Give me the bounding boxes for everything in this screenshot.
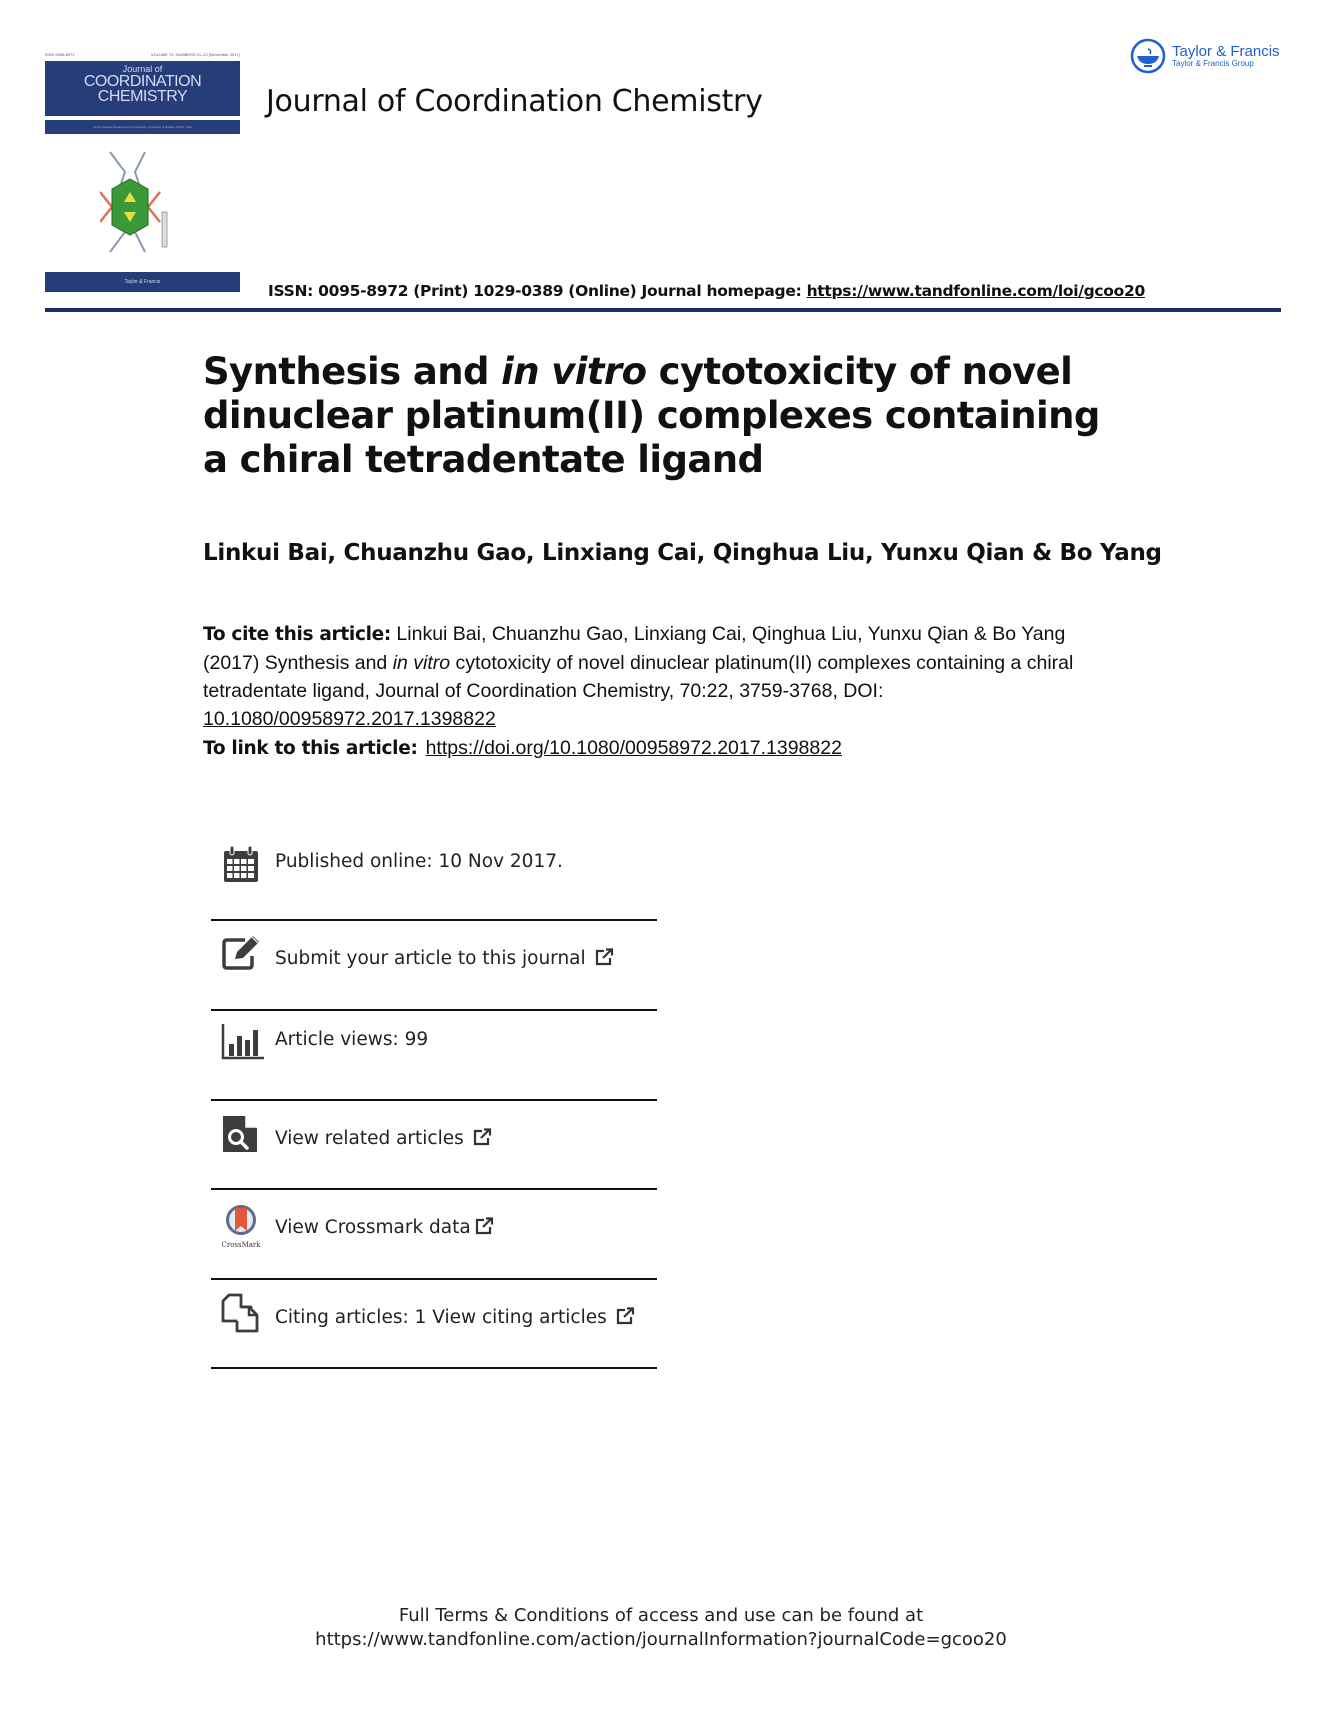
article-doi-link[interactable]: https://doi.org/10.1080/00958972.2017.1398822 bbox=[425, 737, 842, 759]
terms-url[interactable]: https://www.tandfonline.com/action/journalInformation?journalCode=gcoo20 bbox=[315, 1629, 1007, 1650]
cover-editor-band: Jim D. Atwood Department of Chemistry, University at Buffalo, SUNY, USA bbox=[45, 120, 240, 134]
publisher-logo-text bbox=[1172, 44, 1280, 69]
info-item-submit[interactable] bbox=[211, 928, 657, 1018]
info-divider bbox=[211, 1367, 657, 1369]
terms-text: Full Terms & Conditions of access and use can be found at bbox=[398, 1605, 924, 1626]
cover-journal-of: Journal of bbox=[122, 64, 163, 74]
copy-documents-icon bbox=[221, 1293, 261, 1333]
taylor-francis-lamp-icon bbox=[1130, 38, 1166, 74]
cover-publisher-band: Taylor & Francis bbox=[45, 272, 240, 292]
cover-volume: VOLUME 70, NUMBERS 21–22 (November 2017) bbox=[150, 52, 240, 57]
cite-label: To cite this article: bbox=[203, 624, 392, 645]
crossmark-link[interactable] bbox=[275, 1217, 494, 1238]
info-divider bbox=[211, 1278, 657, 1280]
journal-cover-image bbox=[45, 52, 240, 292]
article-title bbox=[203, 350, 1103, 482]
edit-icon bbox=[221, 932, 261, 972]
article-authors: Linkui Bai, Chuanzhu Gao, Linxiang Cai, Qinghua Liu, Yunxu Qian & Bo Yang bbox=[203, 540, 1162, 566]
external-link-icon bbox=[474, 1217, 494, 1235]
cover-top-meta bbox=[45, 52, 240, 60]
info-item-crossmark[interactable] bbox=[211, 1197, 657, 1287]
info-item-related[interactable] bbox=[211, 1108, 657, 1198]
publisher-logo[interactable] bbox=[1130, 38, 1280, 74]
cover-title-band bbox=[45, 61, 240, 116]
issn-line bbox=[268, 282, 1145, 300]
info-item-views bbox=[211, 1018, 657, 1108]
journal-homepage-link[interactable]: https://www.tandfonline.com/loi/gcoo20 bbox=[806, 282, 1145, 300]
crossmark-icon bbox=[219, 1203, 263, 1249]
info-divider bbox=[211, 1188, 657, 1190]
cover-title-line2: CHEMISTRY bbox=[97, 88, 188, 105]
svg-text:CrossMark: CrossMark bbox=[221, 1241, 261, 1249]
bar-chart-icon bbox=[221, 1022, 265, 1062]
cite-italic: in vitro bbox=[392, 652, 451, 674]
cover-title-line1: COORDINATION bbox=[83, 73, 202, 90]
submit-article-label[interactable]: Submit your article to this journal bbox=[275, 948, 586, 969]
external-link-icon bbox=[472, 1128, 492, 1146]
calendar-icon bbox=[221, 844, 261, 884]
article-link-line bbox=[203, 737, 842, 760]
cover-issn: ISSN 0095-8972 bbox=[45, 52, 75, 57]
info-item-citing[interactable] bbox=[211, 1287, 657, 1377]
citation-block bbox=[203, 620, 1123, 733]
link-label: To link to this article: bbox=[203, 738, 418, 759]
info-item-published bbox=[211, 840, 657, 930]
document-search-icon bbox=[221, 1114, 261, 1154]
publisher-name: Taylor & Francis bbox=[1172, 42, 1280, 60]
related-articles-label[interactable]: View related articles bbox=[275, 1128, 464, 1149]
crossmark-label[interactable]: View Crossmark data bbox=[275, 1217, 471, 1238]
cite-text-1: Linkui Bai, Chuanzhu Gao, Linxiang Cai, Qinghua Liu, Yunxu Qian & Bo Yang (2017) Synthesis and bbox=[203, 623, 1066, 674]
cite-doi-link[interactable]: 10.1080/00958972.2017.1398822 bbox=[203, 708, 496, 730]
citing-articles-label[interactable]: Citing articles: 1 View citing articles bbox=[275, 1307, 607, 1328]
article-views: Article views: 99 bbox=[275, 1029, 429, 1050]
title-text-1: Synthesis and bbox=[203, 350, 502, 393]
journal-title: Journal of Coordination Chemistry bbox=[266, 84, 763, 119]
info-divider bbox=[211, 1009, 657, 1011]
external-link-icon bbox=[615, 1307, 635, 1325]
info-divider bbox=[211, 1099, 657, 1101]
issn-text: ISSN: 0095-8972 (Print) 1029-0389 (Online) Journal homepage: bbox=[268, 282, 807, 300]
cite-text-2: cytotoxicity of novel dinuclear platinum(II) complexes containing a chiral tetradentate ligand, Journal of Coordination Chemistry, 70:22, 3759-3768, DOI: bbox=[203, 652, 1074, 702]
title-text-2: cytotoxicity of novel dinuclear platinum(II) complexes containing a chiral tetradentate ligand bbox=[203, 350, 1100, 481]
info-divider bbox=[211, 919, 657, 921]
header-divider bbox=[45, 308, 1281, 312]
molecule-structure-icon bbox=[100, 147, 180, 257]
terms-footer bbox=[0, 1604, 1322, 1652]
submit-article-link[interactable] bbox=[275, 948, 614, 969]
citing-articles-link[interactable] bbox=[275, 1307, 635, 1328]
publisher-group: Taylor & Francis Group bbox=[1172, 58, 1254, 68]
title-italic: in vitro bbox=[501, 350, 647, 393]
published-date: Published online: 10 Nov 2017. bbox=[275, 851, 563, 872]
external-link-icon bbox=[594, 948, 614, 966]
related-articles-link[interactable] bbox=[275, 1128, 492, 1149]
